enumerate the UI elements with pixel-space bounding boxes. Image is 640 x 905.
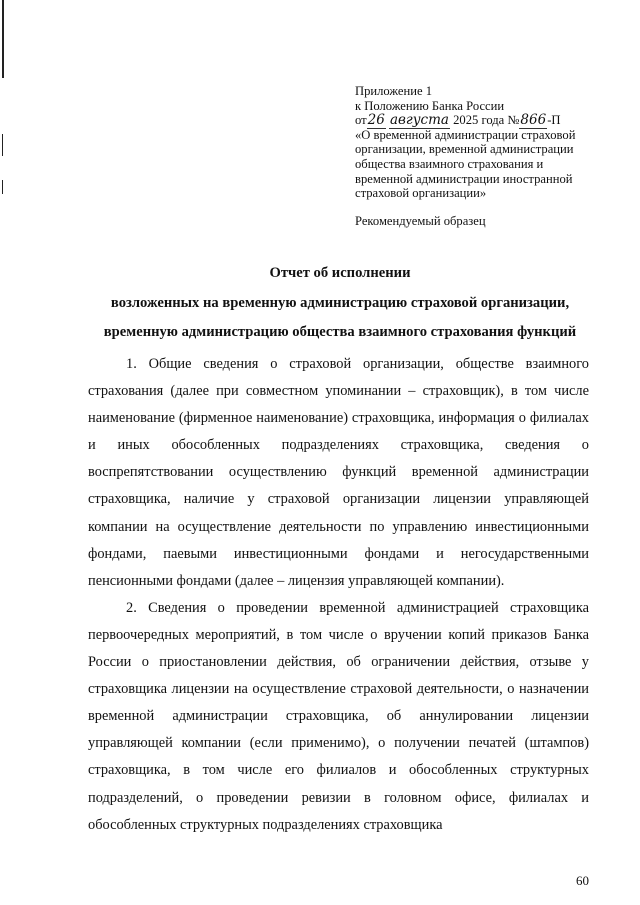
scan-edge-mark bbox=[2, 134, 3, 156]
scan-edge-mark bbox=[2, 0, 4, 78]
attachment-line: временной администрации иностранной bbox=[355, 171, 573, 186]
title-line: возложенных на временную администрацию страховой организации, bbox=[110, 294, 570, 311]
attachment-line: страховой организации» bbox=[355, 186, 487, 201]
date-year-text: 2025 года № bbox=[453, 113, 520, 128]
document-title bbox=[80, 259, 600, 348]
handwritten-day: 26 bbox=[367, 112, 385, 129]
paragraph-1: 1. Общие сведения о страховой организации, обществе взаимного страхования (далее при совместном упоминании – страховщик), в том числе наименование (фирменное наименование) страховщика, информация о филиалах и иных обособленных подразделениях страховщика, сведения о воспрепятствовании осуществлению функций временной администрации страховщика, наличие у страховой организации лицензии управляющей компании на осуществление деятельности по управлению инвестиционными фондами, паевыми инвестиционными фондами и негосударственными пенсионными фондами (далее – лицензия управляющей компании). bbox=[88, 356, 589, 589]
date-prefix: от bbox=[355, 113, 367, 128]
paragraph-2: 2. Сведения о проведении временной администрацией страховщика первоочередных мероприятий, в том числе о вручении копий приказов Банка России о приостановлении действия, об ограничении действия, отзыве у страховщика лицензии на осуществление страховой деятельности, о назначении временной администрации страховщика, об аннулировании лицензии управляющей компании (если применимо), о получении печатей (штампов) страховщика, в том числе его филиалов и обособленных структурных подразделений, о проведении ревизии в головном офисе, филиалах и обособленных структурных подразделениях страховщика bbox=[88, 599, 589, 833]
attachment-line: «О временной администрации страховой bbox=[355, 127, 576, 142]
attachment-header bbox=[355, 84, 605, 228]
title-line: Отчет об исполнении bbox=[269, 265, 411, 281]
page-number: 60 bbox=[576, 873, 589, 888]
attachment-line: к Положению Банка России bbox=[355, 98, 505, 113]
title-line: временную администрацию общества взаимного страхования функций bbox=[103, 324, 577, 340]
attachment-line: общества взаимного страхования и bbox=[355, 156, 544, 171]
document-body bbox=[88, 351, 589, 839]
attachment-date-line bbox=[355, 113, 605, 128]
handwritten-month: августа bbox=[389, 112, 449, 129]
recommended-sample-label: Рекомендуемый образец bbox=[355, 213, 486, 228]
attachment-line: организации, временной администрации bbox=[355, 142, 574, 157]
attachment-line: Приложение 1 bbox=[355, 84, 433, 98]
handwritten-number: 866 bbox=[520, 112, 547, 129]
scan-edge-mark bbox=[2, 180, 3, 194]
number-suffix: -П bbox=[547, 113, 561, 128]
